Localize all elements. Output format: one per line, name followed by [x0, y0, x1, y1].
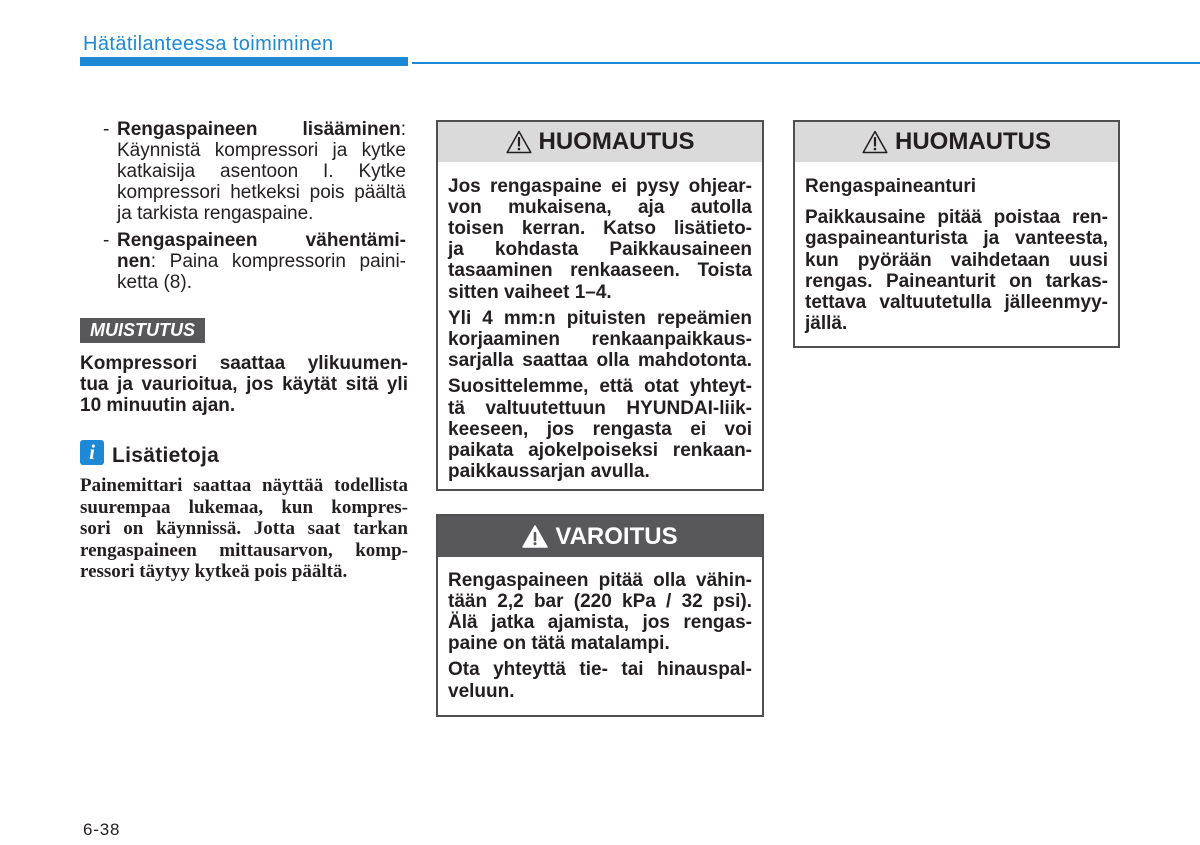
text-line: sarjalla saattaa olla mahdotonta.	[448, 350, 752, 372]
info-icon: i	[80, 440, 104, 465]
text-line: Yli 4 mm:n pituisten repeämien	[448, 307, 752, 329]
text-line: Älä jatka ajamista, jos rengas-	[448, 611, 752, 633]
bullet-dash: -	[103, 229, 110, 251]
text-line: veluun.	[448, 680, 515, 702]
caution-triangle-icon	[862, 130, 888, 154]
notice-line: tua ja vaurioitua, jos käytät sitä yli	[80, 373, 408, 395]
text-line: toisen kerran. Katso lisätieto-	[448, 217, 752, 239]
warning-triangle-icon	[522, 525, 548, 548]
bullet-dash: -	[103, 118, 110, 140]
bullet-line: kompressori hetkeksi pois päältä	[117, 182, 406, 204]
text-line: paine on tätä matalampi.	[448, 633, 670, 655]
caution-body	[438, 162, 762, 482]
notice-line: 10 minuutin ajan.	[80, 394, 236, 416]
page-number: 6-38	[83, 820, 121, 839]
paragraph	[448, 570, 752, 655]
warning-title: VAROITUS	[555, 522, 678, 550]
text-line: keeseen, jos rengasta ei voi	[448, 418, 752, 440]
caution-body	[795, 162, 1118, 334]
info-text	[80, 475, 408, 583]
caution-title: HUOMAUTUS	[895, 128, 1051, 155]
text-line: Jos rengaspaine ei pysy ohjear-	[448, 175, 752, 197]
info-line: sori on käynnissä. Jotta saat tarkan	[80, 518, 408, 540]
caution-header	[438, 122, 762, 162]
caution-box-sensor	[793, 120, 1120, 348]
text-line: korjaaminen renkaanpaikkaus-	[448, 328, 752, 350]
notice-text	[80, 353, 408, 417]
bullet-line	[117, 251, 406, 272]
warning-box-pressure	[436, 514, 764, 717]
text-line: paikata ajokelpoiseksi renkaan-	[448, 439, 752, 461]
caution-triangle-icon	[506, 130, 532, 154]
text-line: Rengaspaineen pitää olla vähin-	[448, 569, 752, 591]
text-line: tettava valtuutetulla jälleenmyy-	[805, 292, 1108, 314]
caution-title: HUOMAUTUS	[538, 128, 695, 155]
bullet-term: Rengaspaineen lisääminen	[117, 118, 401, 140]
bullet-line	[117, 119, 406, 140]
text-line: tä valtuutettuun HYUNDAI-liik-	[448, 397, 752, 419]
info-line: suurempaa lukemaa, kun kompres-	[80, 496, 408, 518]
paragraph	[448, 659, 752, 701]
paragraph	[448, 308, 752, 372]
text-line: paikkaussarjan avulla.	[448, 461, 650, 483]
text-line: sitten vaiheet 1–4.	[448, 281, 612, 303]
bullet-line	[117, 230, 406, 251]
bullet-line: ja tarkista rengaspaine.	[117, 203, 314, 225]
caution-subtitle: Rengaspaineanturi	[805, 175, 977, 197]
text-line: Ota yhteyttä tie- tai hinauspal-	[448, 659, 752, 681]
info-line: rengaspaineen mittausarvon, komp-	[80, 539, 408, 561]
caution-header	[795, 122, 1118, 162]
info-line: ressori täytyy kytkeä pois päältä.	[80, 561, 348, 583]
warning-body	[438, 557, 762, 702]
header-rule	[412, 62, 1200, 64]
paragraph	[448, 376, 752, 482]
bullet-item-decrease-pressure	[103, 230, 406, 294]
bullet-line: Käynnistä kompressori ja kytke	[117, 139, 406, 161]
bullet-line: ketta (8).	[117, 271, 192, 293]
bullet-text: : Paina kompressorin paini-	[150, 250, 406, 272]
notice-line: Kompressori saattaa ylikuumen-	[80, 352, 408, 374]
text-line: tasaaminen renkaaseen. Toista	[448, 260, 752, 282]
warning-header	[438, 516, 762, 557]
notice-badge: MUISTUTUS	[80, 318, 205, 343]
bullet-term: Rengaspaineen vähentämi-	[117, 229, 406, 251]
text-line: gaspaineanturista ja vanteesta,	[805, 228, 1108, 250]
paragraph	[448, 176, 752, 303]
text-line: kun pyörään vaihdetaan uusi	[805, 249, 1108, 271]
text-line: Suosittelemme, että otat yhteyt-	[448, 376, 752, 398]
text-line: jällä.	[805, 313, 848, 335]
bullet-list	[103, 119, 406, 294]
text-line: von mukaisena, aja autolla	[448, 196, 752, 218]
bullet-item-increase-pressure	[103, 119, 406, 225]
bullet-line: katkaisija asentoon I. Kytke	[117, 160, 406, 182]
section-title: Hätätilanteessa toimiminen	[83, 33, 334, 55]
text-line: rengas. Paineanturit on tarkas-	[805, 270, 1108, 292]
text-line: tään 2,2 bar (220 kPa / 32 psi).	[448, 590, 752, 612]
header-accent-bar	[80, 57, 408, 66]
text-line: ja kohdasta Paikkausaineen	[448, 239, 752, 261]
bullet-term-end: nen	[117, 250, 151, 272]
info-line: Painemittari saattaa näyttää todellista	[80, 475, 408, 497]
info-title: Lisätietoja	[112, 444, 220, 467]
text-line: Paikkausaine pitää poistaa ren-	[805, 207, 1108, 229]
paragraph	[805, 207, 1108, 334]
caution-box-repair	[436, 120, 764, 491]
bullet-term-colon: :	[400, 118, 406, 140]
